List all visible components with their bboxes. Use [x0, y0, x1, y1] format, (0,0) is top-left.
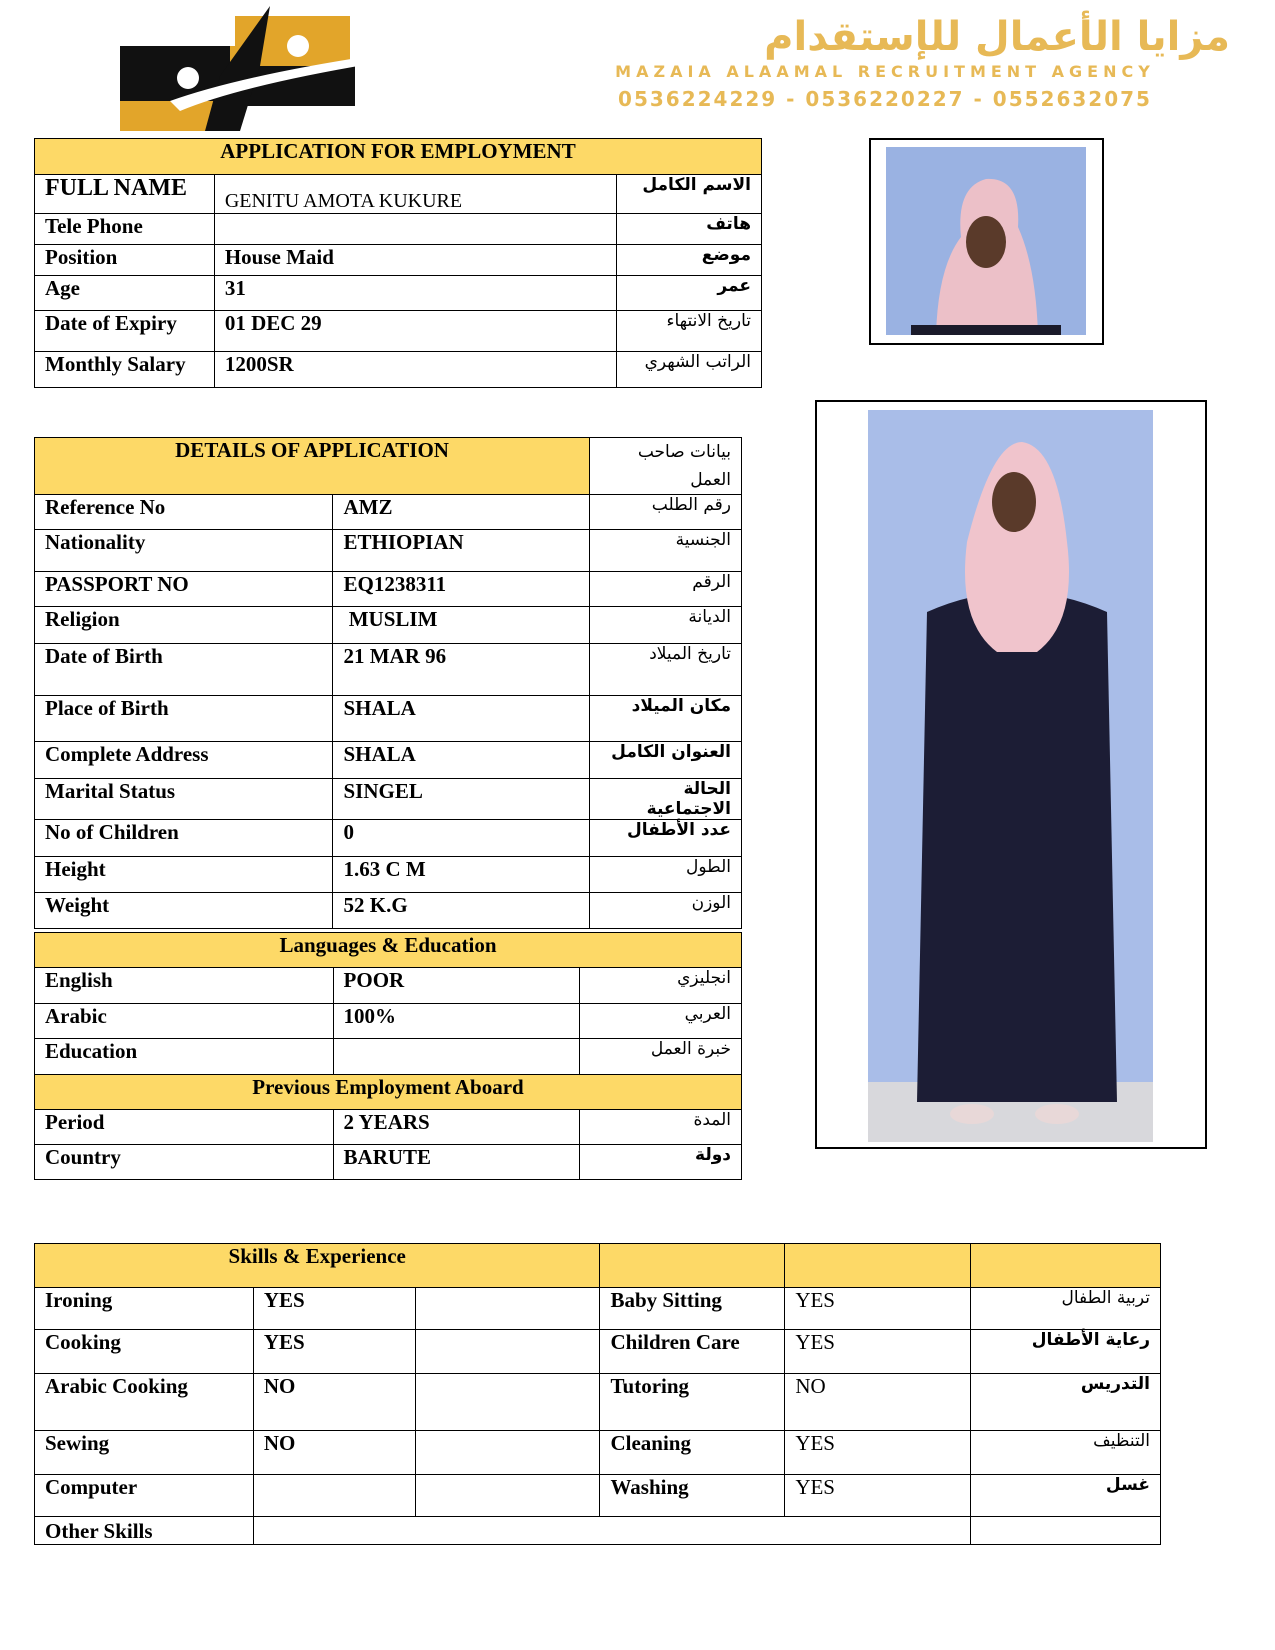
agency-header: [540, 14, 1230, 129]
label-religion: Religion: [35, 607, 333, 644]
skills-header-blank-3: [971, 1244, 1161, 1288]
ar-full-name: الاسم الكامل: [617, 175, 762, 214]
value-country: BARUTE: [333, 1145, 580, 1180]
skill-empty-cell: [415, 1288, 600, 1330]
label-date-of-expiry: Date of Expiry: [35, 311, 215, 352]
label-education: Education: [35, 1039, 334, 1075]
skills-table: [34, 1243, 1161, 1545]
value-nationality: ETHIOPIAN: [333, 530, 590, 572]
details-title: DETAILS OF APPLICATION: [35, 438, 590, 495]
label-other-skills: Other Skills: [35, 1517, 254, 1545]
value-other-skills: [253, 1517, 970, 1545]
ar-date-of-expiry: تاريخ الانتهاء: [617, 311, 762, 352]
skill-empty-cell: [415, 1330, 600, 1374]
label-arabic: Arabic: [35, 1004, 334, 1039]
skill-computer-value: [253, 1475, 415, 1517]
ar-children-care: رعاية الأطفال: [971, 1330, 1161, 1374]
skills-header-blank-1: [600, 1244, 785, 1288]
languages-table: [34, 932, 742, 1180]
ar-no-of-children: عدد الأطفال: [590, 820, 742, 857]
value-date-of-birth: 21 MAR 96: [333, 644, 590, 696]
ar-passport-no: الرقم: [590, 572, 742, 607]
skill-empty-cell: [415, 1374, 600, 1431]
label-nationality: Nationality: [35, 530, 333, 572]
ar-tutoring: التدريس: [971, 1374, 1161, 1431]
skills-header-blank-2: [785, 1244, 971, 1288]
ar-marital-status: الحالة الاجتماعية: [590, 779, 742, 820]
skill-washing: Washing: [600, 1475, 785, 1517]
value-full-name: GENITU AMOTA KUKURE: [214, 175, 616, 214]
previous-employment-title: Previous Employment Aboard: [35, 1075, 742, 1110]
skill-ironing-value: YES: [253, 1288, 415, 1330]
value-weight: 52 K.G: [333, 893, 590, 929]
ar-age: عمر: [617, 276, 762, 311]
details-title-arabic: بيانات صاحب العمل: [590, 438, 742, 495]
label-date-of-birth: Date of Birth: [35, 644, 333, 696]
ar-religion: الديانة: [590, 607, 742, 644]
label-position: Position: [35, 245, 215, 276]
value-reference-no: AMZ: [333, 495, 590, 530]
ar-telephone: هاتف: [617, 214, 762, 245]
ar-washing: غسل: [971, 1475, 1161, 1517]
value-date-of-expiry: 01 DEC 29: [214, 311, 616, 352]
ar-nationality: الجنسية: [590, 530, 742, 572]
ar-position: موضع: [617, 245, 762, 276]
skill-children-care-value: YES: [785, 1330, 971, 1374]
skill-baby-sitting: Baby Sitting: [600, 1288, 785, 1330]
label-english: English: [35, 968, 334, 1004]
agency-logo: [120, 6, 380, 131]
ar-education: خبرة العمل: [580, 1039, 742, 1075]
label-monthly-salary: Monthly Salary: [35, 352, 215, 388]
label-passport-no: PASSPORT NO: [35, 572, 333, 607]
value-telephone: [214, 214, 616, 245]
skill-baby-sitting-value: YES: [785, 1288, 971, 1330]
ar-height: الطول: [590, 857, 742, 893]
value-age: 31: [214, 276, 616, 311]
skill-cooking: Cooking: [35, 1330, 254, 1374]
full-body-photo: [815, 400, 1207, 1149]
ar-date-of-birth: تاريخ الميلاد: [590, 644, 742, 696]
ar-country: دولة: [580, 1145, 742, 1180]
skill-ironing: Ironing: [35, 1288, 254, 1330]
label-height: Height: [35, 857, 333, 893]
label-place-of-birth: Place of Birth: [35, 696, 333, 742]
value-arabic: 100%: [333, 1004, 580, 1039]
label-full-name: FULL NAME: [35, 175, 215, 214]
label-no-of-children: No of Children: [35, 820, 333, 857]
label-telephone: Tele Phone: [35, 214, 215, 245]
label-marital-status: Marital Status: [35, 779, 333, 820]
value-marital-status: SINGEL: [333, 779, 590, 820]
languages-title: Languages & Education: [35, 933, 742, 968]
label-period: Period: [35, 1110, 334, 1145]
value-period: 2 YEARS: [333, 1110, 580, 1145]
agency-name-arabic: مزايا الأعمال للإستقدام: [764, 14, 1230, 60]
ar-place-of-birth: مكان الميلاد: [590, 696, 742, 742]
ar-period: المدة: [580, 1110, 742, 1145]
label-age: Age: [35, 276, 215, 311]
skill-children-care: Children Care: [600, 1330, 785, 1374]
skill-tutoring: Tutoring: [600, 1374, 785, 1431]
application-table: [34, 138, 762, 388]
skill-empty-cell: [415, 1475, 600, 1517]
value-position: House Maid: [214, 245, 616, 276]
label-complete-address: Complete Address: [35, 742, 333, 779]
ar-arabic: العربي: [580, 1004, 742, 1039]
value-passport-no: EQ1238311: [333, 572, 590, 607]
skill-sewing: Sewing: [35, 1431, 254, 1475]
label-weight: Weight: [35, 893, 333, 929]
ar-reference-no: رقم الطلب: [590, 495, 742, 530]
value-place-of-birth: SHALA: [333, 696, 590, 742]
other-skills-empty: [971, 1517, 1161, 1545]
value-complete-address: SHALA: [333, 742, 590, 779]
skill-cleaning: Cleaning: [600, 1431, 785, 1475]
application-title: APPLICATION FOR EMPLOYMENT: [35, 139, 762, 175]
skills-title: Skills & Experience: [35, 1244, 600, 1288]
skill-tutoring-value: NO: [785, 1374, 971, 1431]
ar-weight: الوزن: [590, 893, 742, 929]
label-country: Country: [35, 1145, 334, 1180]
ar-english: انجليزي: [580, 968, 742, 1004]
skill-computer: Computer: [35, 1475, 254, 1517]
skill-arabic-cooking-value: NO: [253, 1374, 415, 1431]
skill-cooking-value: YES: [253, 1330, 415, 1374]
portrait-photo-small: [869, 138, 1104, 345]
ar-baby-sitting: تربية الطفال: [971, 1288, 1161, 1330]
value-religion: MUSLIM: [333, 607, 590, 644]
ar-cleaning: التنظيف: [971, 1431, 1161, 1475]
skill-empty-cell: [415, 1431, 600, 1475]
skill-washing-value: YES: [785, 1475, 971, 1517]
skill-cleaning-value: YES: [785, 1431, 971, 1475]
skill-sewing-value: NO: [253, 1431, 415, 1475]
value-monthly-salary: 1200SR: [214, 352, 616, 388]
label-reference-no: Reference No: [35, 495, 333, 530]
agency-name-english: MAZAIA ALAAMAL RECRUITMENT AGENCY: [615, 62, 1155, 81]
details-table: [34, 437, 742, 929]
value-height: 1.63 C M: [333, 857, 590, 893]
ar-complete-address: العنوان الكامل: [590, 742, 742, 779]
value-english: POOR: [333, 968, 580, 1004]
value-no-of-children: 0: [333, 820, 590, 857]
ar-monthly-salary: الراتب الشهري: [617, 352, 762, 388]
agency-phones: 0536224229 - 0536220227 - 0552632075: [618, 87, 1152, 111]
skill-arabic-cooking: Arabic Cooking: [35, 1374, 254, 1431]
value-education: [333, 1039, 580, 1075]
